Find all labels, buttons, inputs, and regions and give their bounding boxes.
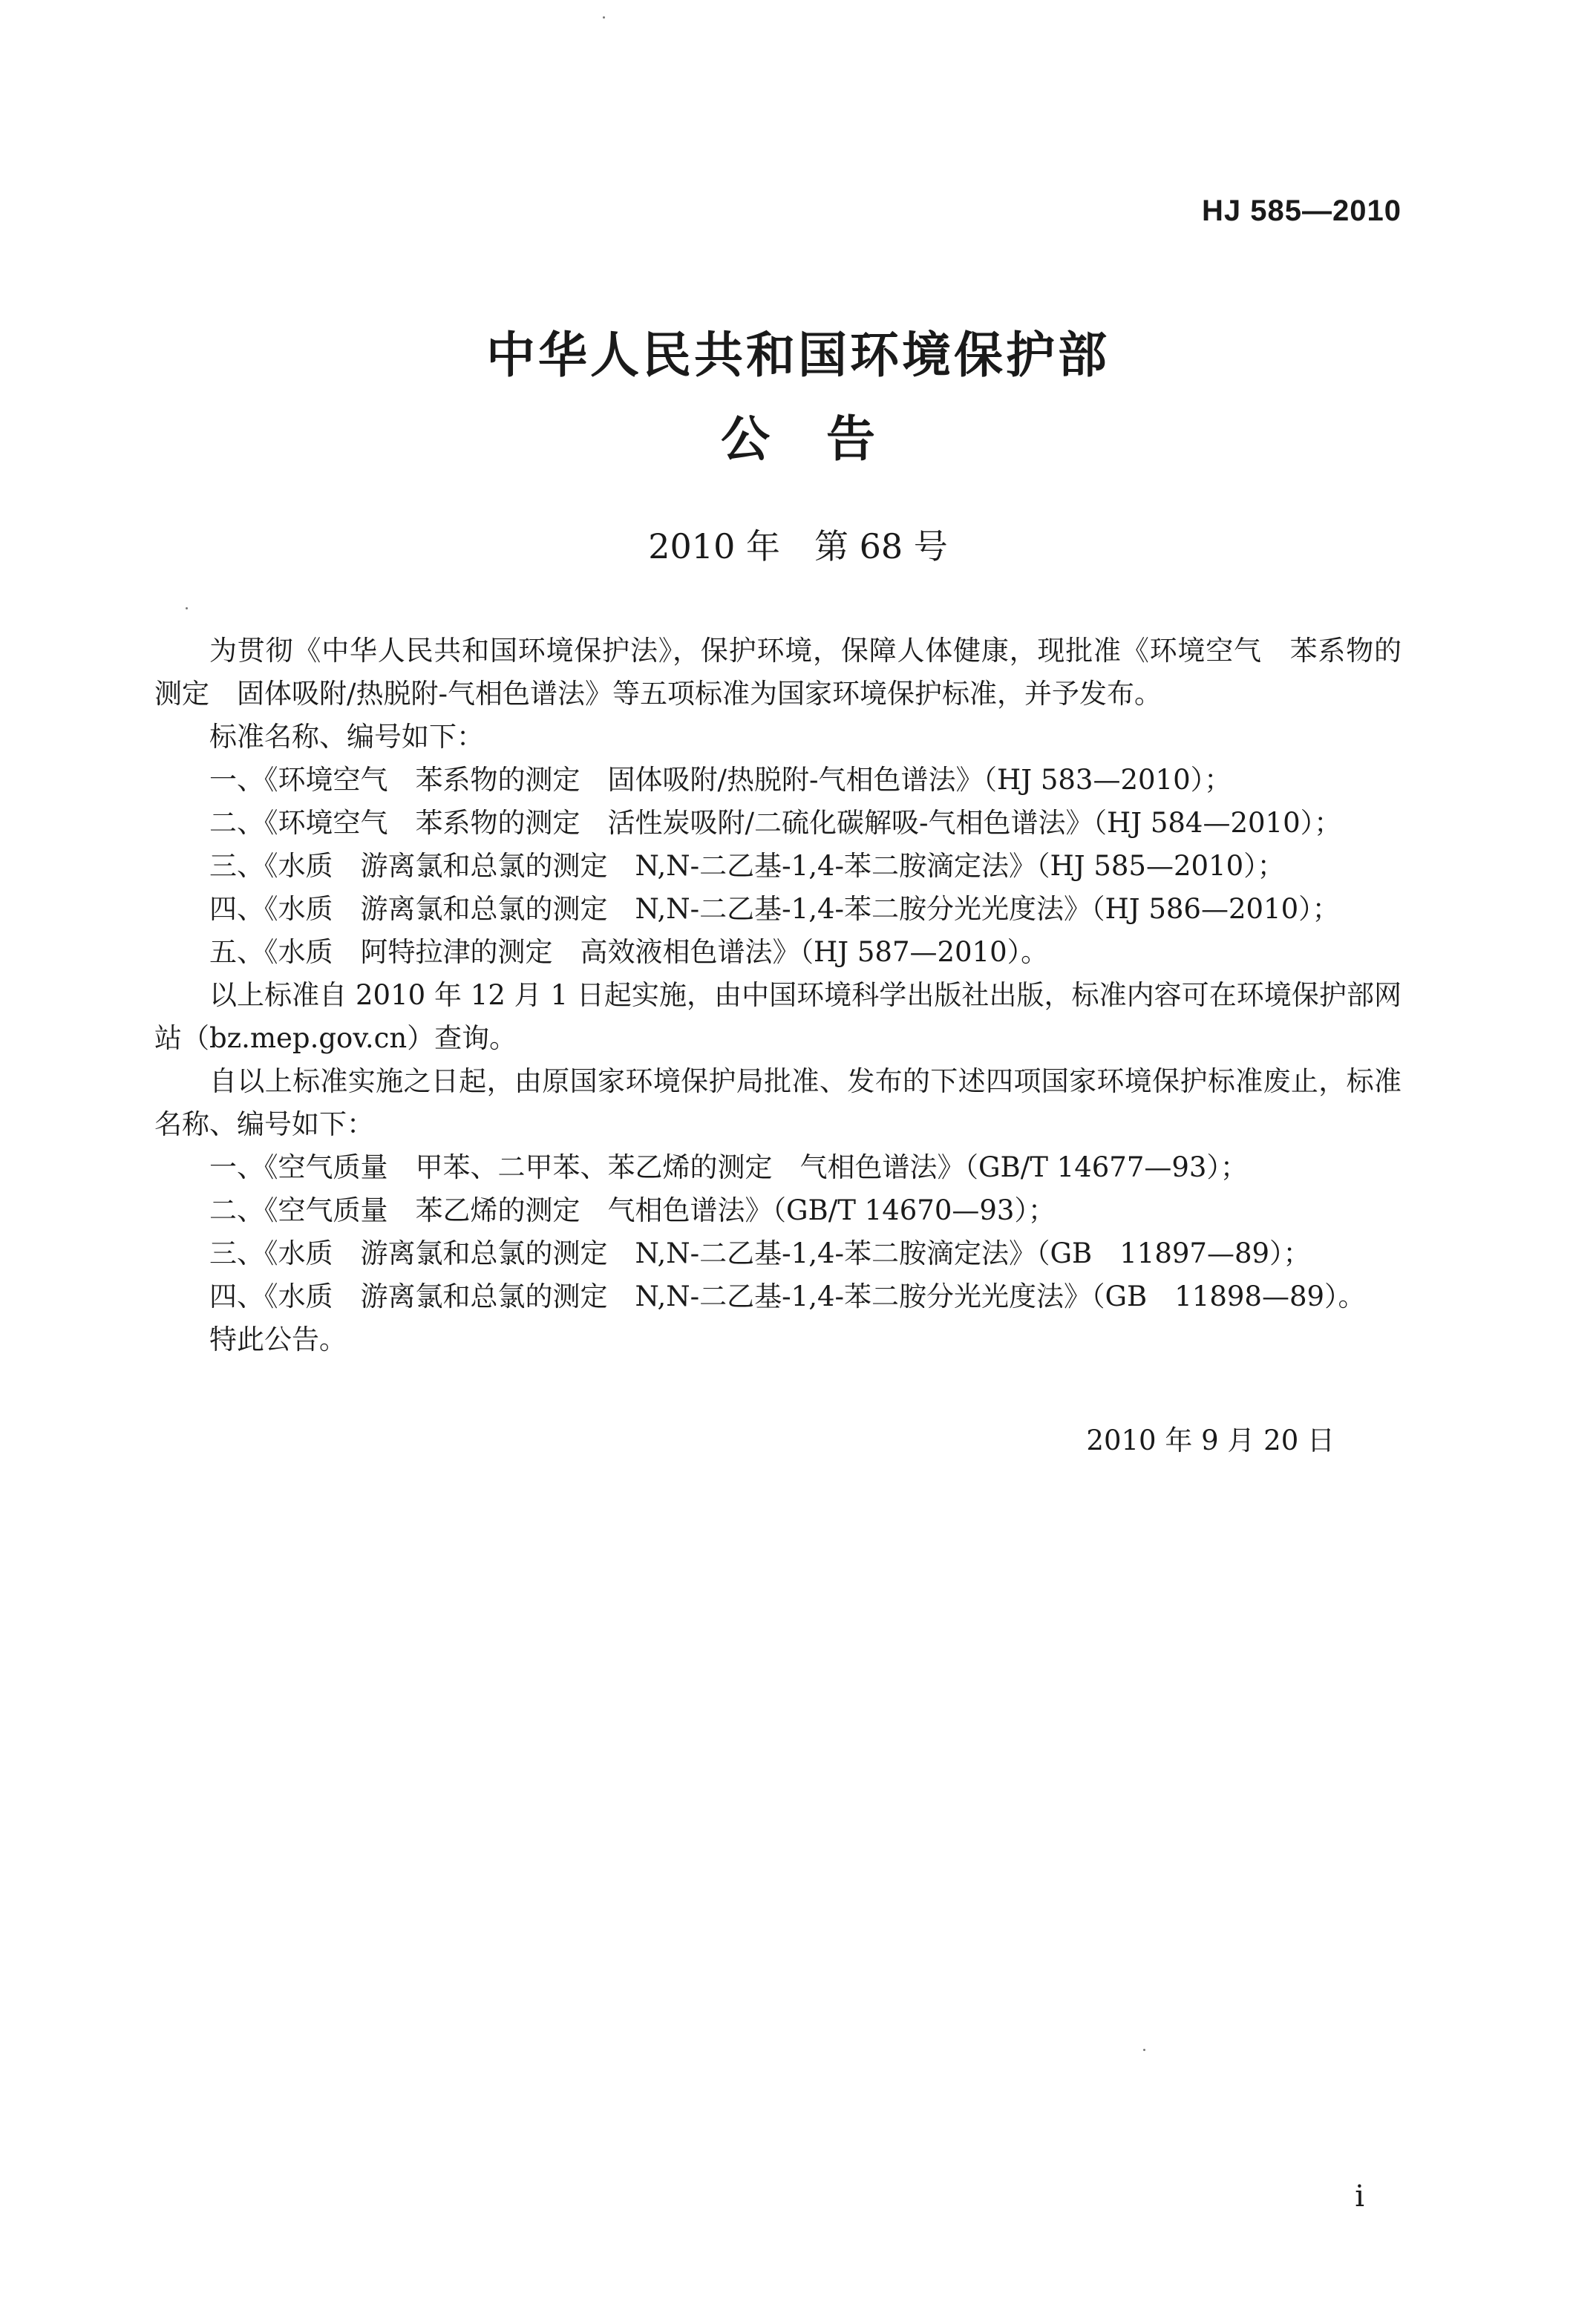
signature-date: 2010 年 9 月 20 日	[1086, 1425, 1335, 1456]
notice-title-char: 告	[826, 411, 875, 468]
issue-number: 2010 年 第 68 号	[648, 526, 948, 566]
scan-speck	[186, 607, 188, 609]
scan-speck	[603, 16, 605, 19]
abolish-paragraph: 自以上标准实施之日起，由原国家环境保护局批准、发布的下述四项国家环境保护标准废止，标准名称、编号如下：	[154, 1065, 1402, 1140]
closing-line: 特此公告。	[209, 1324, 347, 1355]
list-heading: 标准名称、编号如下：	[209, 721, 484, 753]
abolished-standard-item: 四、《水质 游离氯和总氯的测定 N,N-二乙基-1,4-苯二胺分光光度法》（GB 11898—89）。	[209, 1280, 1366, 1312]
intro-paragraph: 为贯彻《中华人民共和国环境保护法》，保护环境，保障人体健康，现批准《环境空气 苯系物的测定 固体吸附/热脱附-气相色谱法》等五项标准为国家环境保护标准，并予发布。	[154, 635, 1402, 710]
notice-title	[0, 399, 1596, 470]
new-standard-item: 三、《水质 游离氯和总氯的测定 N,N-二乙基-1,4-苯二胺滴定法》（HJ 585—2010）；	[209, 850, 1285, 882]
standard-code: HJ 585—2010	[1202, 194, 1402, 227]
organization-title: 中华人民共和国环境保护部	[486, 327, 1110, 384]
new-standard-item: 五、《水质 阿特拉津的测定 高效液相色谱法》（HJ 587—2010）。	[209, 936, 1049, 968]
new-standard-item: 四、《水质 游离氯和总氯的测定 N,N-二乙基-1,4-苯二胺分光光度法》（HJ 586—2010）；	[209, 893, 1340, 925]
notice-title-char: 公	[721, 411, 770, 468]
new-standard-item: 二、《环境空气 苯系物的测定 活性炭吸附/二硫化碳解吸-气相色谱法》（HJ 584—2010）；	[209, 807, 1342, 839]
scan-speck	[1143, 2049, 1145, 2051]
page-number: i	[1355, 2179, 1364, 2214]
abolished-standard-item: 二、《空气质量 苯乙烯的测定 气相色谱法》（GB/T 14670—93）；	[209, 1194, 1056, 1226]
implementation-paragraph: 以上标准自 2010 年 12 月 1 日起实施，由中国环境科学出版社出版，标准内容可在环境保护部网站（bz.mep.gov.cn）查询。	[154, 979, 1402, 1054]
new-standard-item: 一、《环境空气 苯系物的测定 固体吸附/热脱附-气相色谱法》（HJ 583—2010）；	[209, 764, 1232, 796]
abolished-standard-item: 一、《空气质量 甲苯、二甲苯、苯乙烯的测定 气相色谱法》（GB/T 14677—93）；	[209, 1151, 1248, 1183]
notice-body	[154, 629, 1402, 1361]
abolished-standard-item: 三、《水质 游离氯和总氯的测定 N,N-二乙基-1,4-苯二胺滴定法》（GB 11897—89）；	[209, 1237, 1311, 1269]
